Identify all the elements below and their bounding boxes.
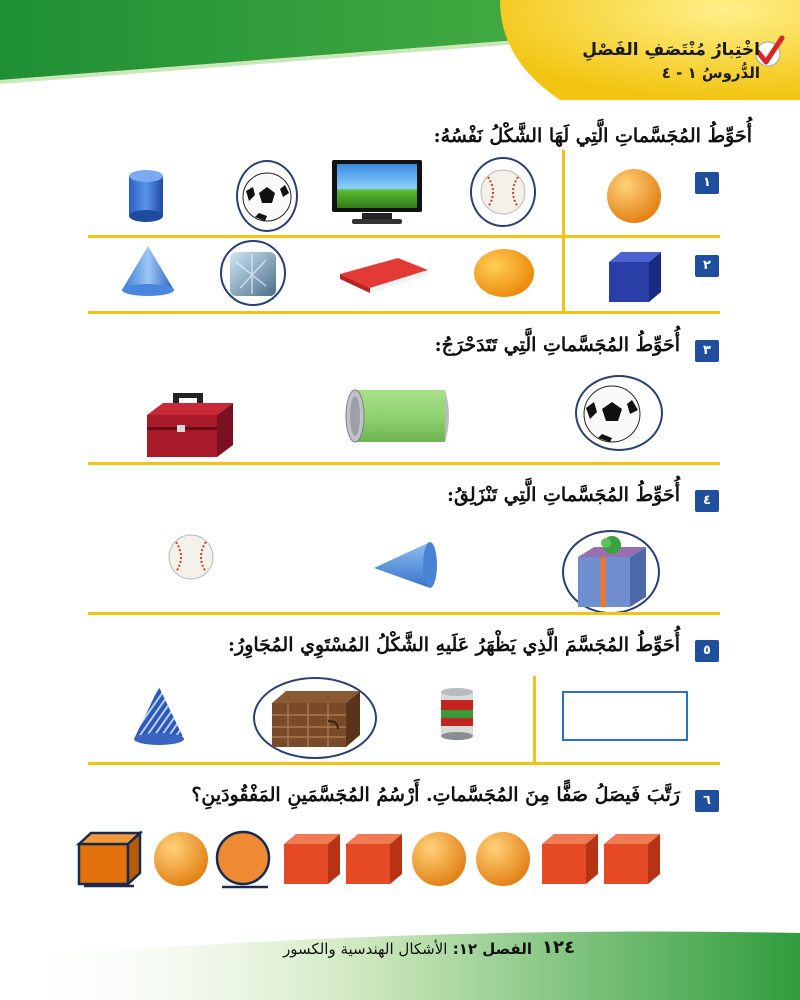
blue-cube[interactable] bbox=[605, 248, 667, 306]
question-6-text: رَتَّبَ فَيصَلُ صَفًّا مِنَ المُجَسَّماتِ. أَرْسُمُ المُجَسَّمَينِ المَفْقُودَينِ؟ bbox=[191, 784, 680, 806]
soccer-ball[interactable] bbox=[241, 171, 293, 223]
baseball-2[interactable] bbox=[166, 532, 216, 582]
chapter-test-heading bbox=[510, 40, 760, 82]
orange-sphere-row-3[interactable] bbox=[474, 830, 532, 888]
q3-divider-bottom bbox=[88, 462, 720, 465]
orange-fruit[interactable] bbox=[472, 247, 536, 299]
party-hat-cone[interactable] bbox=[130, 685, 188, 747]
question-6-number: ٦ bbox=[695, 790, 719, 812]
cylinder[interactable] bbox=[125, 168, 167, 224]
orange-sphere-row-2[interactable] bbox=[410, 830, 468, 888]
orange-sphere[interactable] bbox=[605, 167, 663, 225]
chapter-title: الأشكال الهندسية والكسور bbox=[283, 940, 448, 958]
question-3-text: أُحَوِّطُ المُجَسَّماتِ الَّتِي تَتَدَحْرَجُ: bbox=[434, 334, 680, 356]
red-toolbox[interactable] bbox=[143, 385, 237, 461]
red-cube-row-4[interactable] bbox=[602, 832, 662, 886]
question-4-text: أُحَوِّطُ المُجَسَّماتِ الَّتِي تَنْزَلِقُ: bbox=[447, 484, 680, 506]
page-number: ١٢٤ bbox=[542, 937, 575, 958]
q1-divider-horizontal bbox=[88, 235, 720, 238]
tomato-can[interactable] bbox=[437, 686, 477, 742]
q2-divider-bottom bbox=[88, 311, 720, 314]
ice-cube[interactable] bbox=[226, 248, 280, 300]
orange-sphere-row-1[interactable] bbox=[152, 830, 210, 888]
television[interactable] bbox=[330, 158, 424, 226]
question-2-number: ٢ bbox=[695, 255, 719, 277]
question-5-text: أُحَوِّطُ المُجَسَّمَ الَّذِي يَظْهَرُ عَلَيهِ الشَّكْلُ المُسْتَوِي المُجَاوِرُ: bbox=[228, 634, 680, 656]
red-cube-row-1[interactable] bbox=[282, 832, 342, 886]
q1-divider-vertical bbox=[562, 150, 565, 313]
test-title: اخْتِبارُ مُنْتَصَفِ الفَصْلِ bbox=[582, 40, 760, 60]
picnic-basket[interactable] bbox=[268, 687, 364, 749]
question-1-number: ١ bbox=[695, 172, 719, 194]
blue-cone[interactable] bbox=[118, 244, 178, 300]
rectangle-shape bbox=[562, 691, 688, 741]
question-3-number: ٣ bbox=[695, 340, 719, 362]
test-lessons: الدُّروسُ ١ - ٤ bbox=[661, 64, 760, 82]
question-5-number: ٥ bbox=[695, 640, 719, 662]
chapter-footer bbox=[283, 940, 532, 958]
baseball[interactable] bbox=[478, 167, 528, 217]
gift-box[interactable] bbox=[572, 535, 650, 609]
blue-cone-lying[interactable] bbox=[372, 538, 438, 590]
red-cube-row-3[interactable] bbox=[540, 832, 600, 886]
q5-divider-bottom bbox=[88, 762, 720, 765]
red-cube-row-2[interactable] bbox=[344, 832, 404, 886]
drawn-orange-sphere-answer[interactable] bbox=[212, 830, 274, 890]
red-book[interactable] bbox=[338, 250, 430, 294]
soccer-ball-rolls[interactable] bbox=[582, 384, 642, 444]
question-1-text: أُحَوِّطُ المُجَسَّماتِ الَّتِي لَهَا الشَّكْلُ نَفْسُهُ: bbox=[433, 125, 752, 147]
q4-divider-bottom bbox=[88, 612, 720, 615]
drawn-orange-cube-answer[interactable] bbox=[76, 830, 146, 888]
question-4-number: ٤ bbox=[695, 490, 719, 512]
green-can[interactable] bbox=[343, 388, 455, 444]
footer-band bbox=[0, 925, 800, 1000]
chapter-label: الفصل ١٢: bbox=[452, 940, 532, 958]
q5-divider-vertical bbox=[533, 676, 536, 764]
